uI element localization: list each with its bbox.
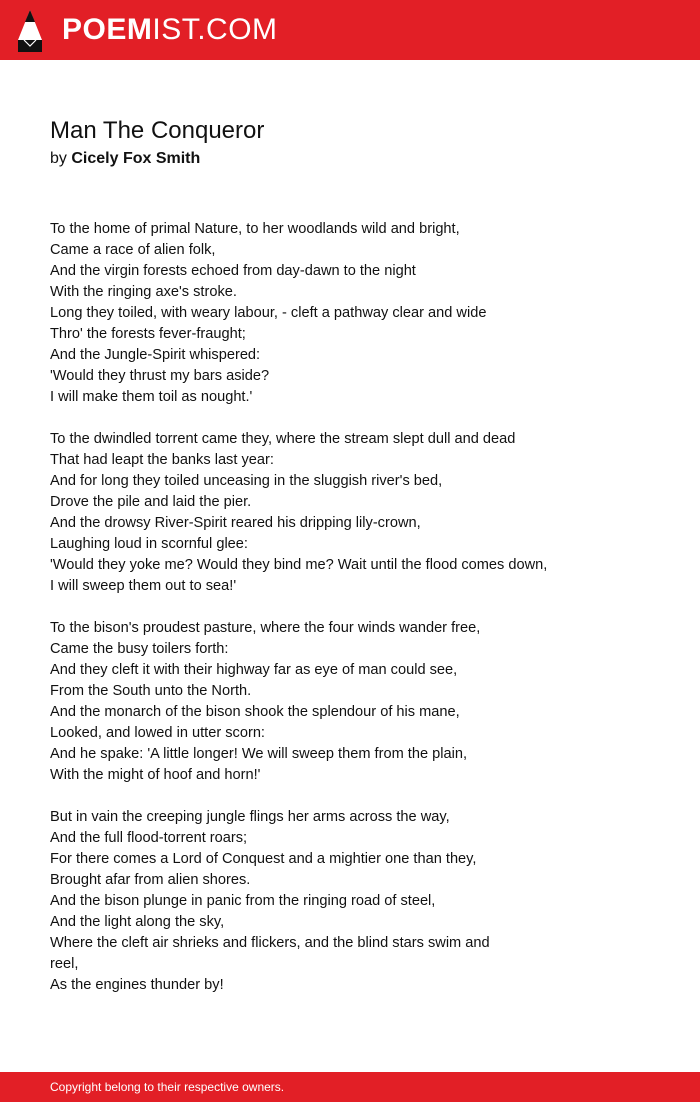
poem-line: To the bison's proudest pasture, where the four winds wander free, xyxy=(50,620,481,636)
stanza xyxy=(50,429,670,597)
poem-line: Came the busy toilers forth: xyxy=(50,641,229,657)
logo-bold-text: POEM xyxy=(62,13,153,46)
poem-line: To the dwindled torrent came they, where the stream slept dull and dead xyxy=(50,431,516,447)
poem-line: That had leapt the banks last year: xyxy=(50,452,274,468)
poem-line: I will make them toil as nought.' xyxy=(50,389,253,405)
poem-line: And the monarch of the bison shook the splendour of his mane, xyxy=(50,704,460,720)
copyright-text: Copyright belong to their respective owners. xyxy=(50,1080,285,1094)
poem-line: Brought afar from alien shores. xyxy=(50,872,251,888)
poem-line: reel, xyxy=(50,956,79,972)
poem-line: Where the cleft air shrieks and flickers, and the blind stars swim and xyxy=(50,935,490,951)
poem-line: I will sweep them out to sea!' xyxy=(50,578,237,594)
pencil-tip-icon xyxy=(18,10,42,52)
poem-line: And for long they toiled unceasing in the sluggish river's bed, xyxy=(50,473,443,489)
poem-line: But in vain the creeping jungle flings her arms across the way, xyxy=(50,809,450,825)
poem-line: Came a race of alien folk, xyxy=(50,242,216,258)
poem-line: With the ringing axe's stroke. xyxy=(50,284,237,300)
poem-line: 'Would they thrust my bars aside? xyxy=(50,368,270,384)
poem-line: And the virgin forests echoed from day-dawn to the night xyxy=(50,263,416,279)
poem-line: From the South unto the North. xyxy=(50,683,252,699)
poem-line: Drove the pile and laid the pier. xyxy=(50,494,252,510)
stanza xyxy=(50,618,670,786)
poem-title: Man The Conqueror xyxy=(50,117,265,144)
poem-line: And the light along the sky, xyxy=(50,914,225,930)
site-logo[interactable] xyxy=(62,12,278,48)
poem-line: To the home of primal Nature, to her woodlands wild and bright, xyxy=(50,221,460,237)
poem-line: And the Jungle-Spirit whispered: xyxy=(50,347,261,363)
poem-line: And they cleft it with their highway far as eye of man could see, xyxy=(50,662,458,678)
logo-light-text: IST.COM xyxy=(152,13,278,46)
byline xyxy=(50,148,200,170)
poem-line: 'Would they yoke me? Would they bind me? Wait until the flood comes down, xyxy=(50,557,548,573)
poem-body xyxy=(50,219,670,996)
poem-line: Looked, and lowed in utter scorn: xyxy=(50,725,265,741)
poem-line: Long they toiled, with weary labour, - cleft a pathway clear and wide xyxy=(50,305,487,321)
poem-line: For there comes a Lord of Conquest and a mightier one than they, xyxy=(50,851,477,867)
poem-line: With the might of hoof and horn!' xyxy=(50,767,261,783)
poem-line: Laughing loud in scornful glee: xyxy=(50,536,248,552)
poem-line: And the bison plunge in panic from the ringing road of steel, xyxy=(50,893,436,909)
by-label: by xyxy=(50,150,67,167)
poem-line: And he spake: 'A little longer! We will sweep them from the plain, xyxy=(50,746,468,762)
site-footer xyxy=(0,1072,700,1102)
poem-line: And the drowsy River-Spirit reared his dripping lily-crown, xyxy=(50,515,421,531)
site-header xyxy=(0,0,700,60)
poem-line: As the engines thunder by! xyxy=(50,977,224,993)
stanza xyxy=(50,219,670,408)
stanza xyxy=(50,807,670,996)
author-name: Cicely Fox Smith xyxy=(71,150,201,167)
poem-line: And the full flood-torrent roars; xyxy=(50,830,248,846)
poem-line: Thro' the forests fever-fraught; xyxy=(50,326,246,342)
